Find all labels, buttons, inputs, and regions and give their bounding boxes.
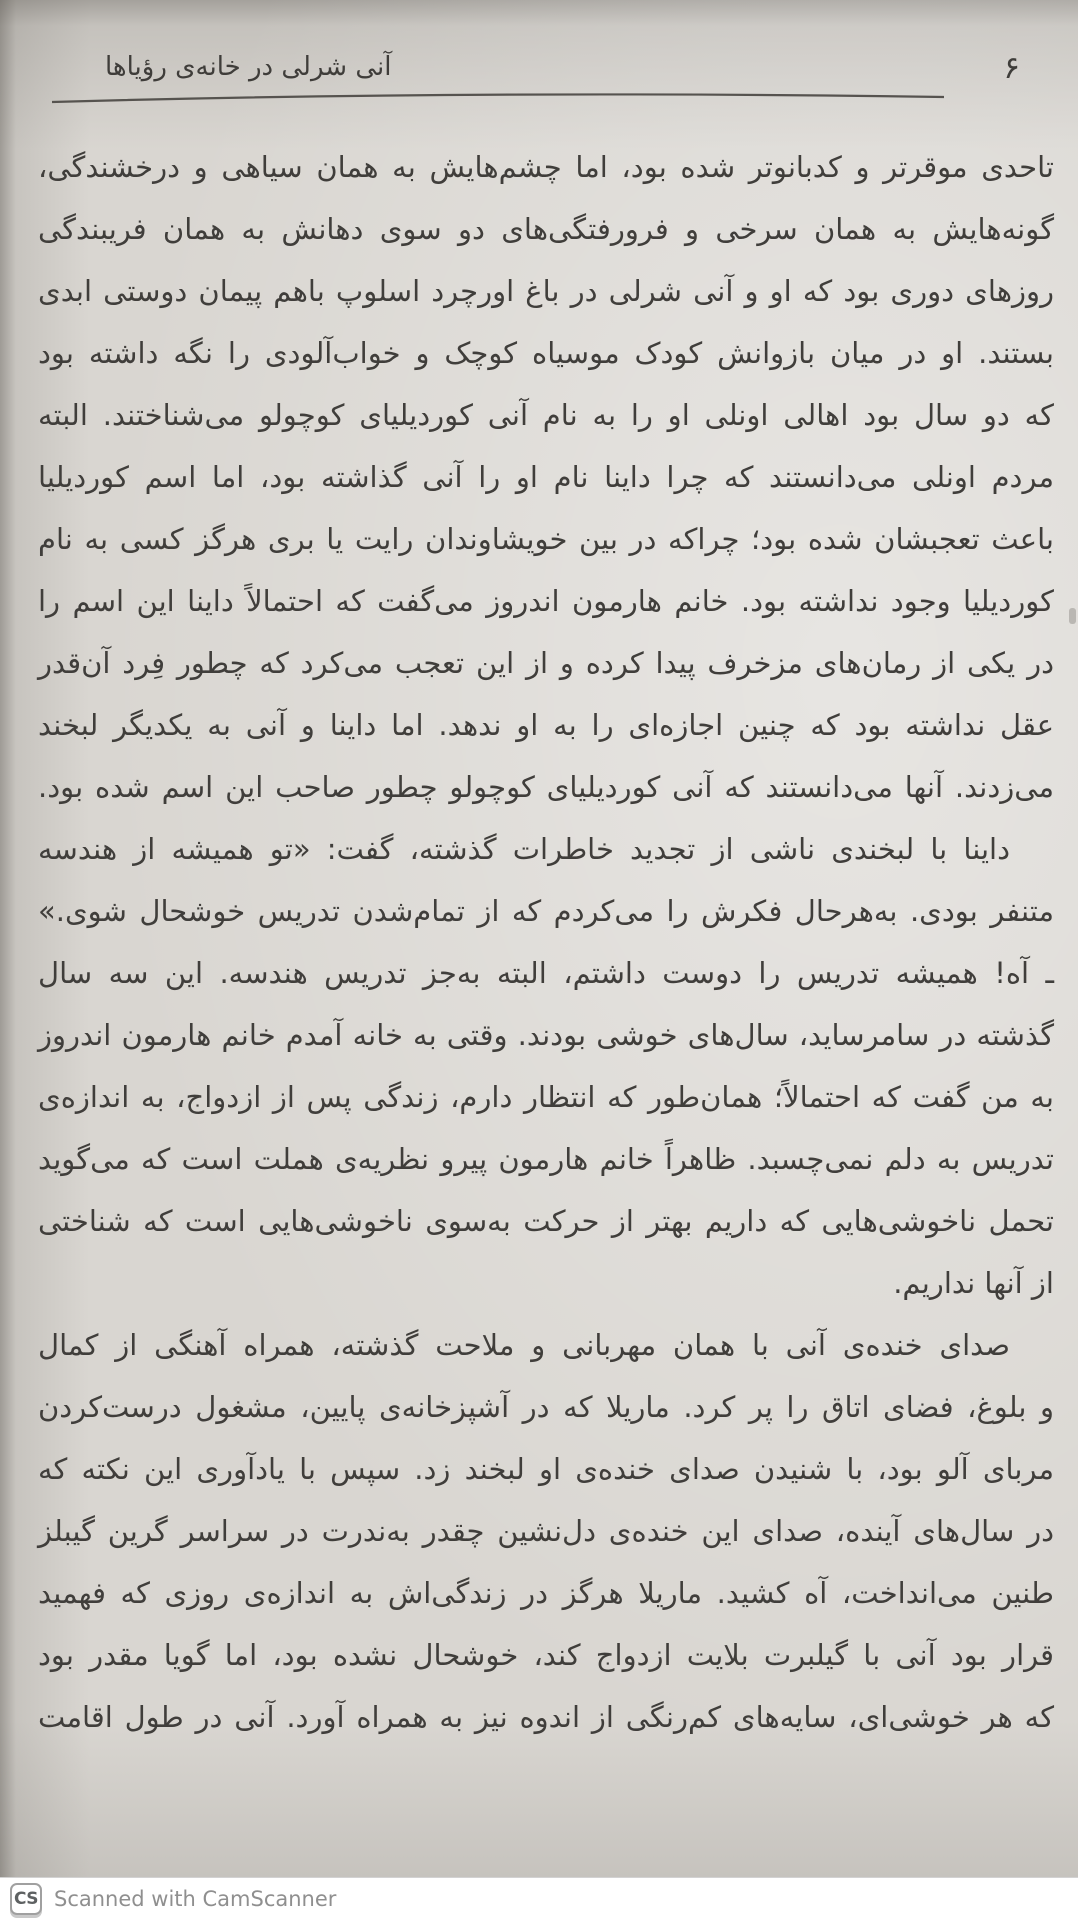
text-line: داینا با لبخندی ناشی از تجدید خاطرات گذشته، گفت: «تو همیشه از هندسه — [38, 832, 1010, 866]
text-line: متنفر بودی. به‌هرحال فکرش را می‌کردم که از تمام‌شدن تدریس خوشحال شوی.» — [38, 894, 1054, 928]
camscanner-footer — [0, 1877, 1078, 1920]
camscanner-label: Scanned with CamScanner — [54, 1887, 337, 1911]
text-line: بستند. او در میان بازوانش کودک موسیاه کوچک و خواب‌آلودی را نگه داشته بود — [38, 336, 1054, 370]
running-head-book-title: آنی شرلی در خانه‌ی رؤیاها — [105, 52, 392, 82]
text-line: تدریس به دلم نمی‌چسبد. ظاهراً خانم هارمون پیرو نظریه‌ی هملت است که می‌گوید — [38, 1142, 1054, 1176]
text-line: گونه‌هایش به همان سرخی و فرورفتگی‌های دو سوی دهانش به همان فریبندگی — [38, 212, 1054, 246]
text-line: روزهای دوری بود که او و آنی شرلی در باغ اورچرد اسلوپ باهم پیمان دوستی ابدی — [38, 274, 1054, 308]
scan-edge-artifact — [1069, 608, 1076, 624]
text-line: تاحدی موقرتر و کدبانوتر شده بود، اما چشم‌هایش به همان سیاهی و درخشندگی، — [38, 150, 1054, 184]
text-line: در سال‌های آینده، صدای این خنده‌ی دل‌نشین چقدر به‌ندرت در سراسر گرین گیبلز — [38, 1514, 1054, 1548]
text-line: مربای آلو بود، با شنیدن صدای خنده‌ی او لبخند زد. سپس با یادآوری این نکته که — [38, 1452, 1054, 1486]
text-line: مردم اونلی می‌دانستند که چرا داینا نام او را آنی گذاشته بود، اما اسم کوردیلیا — [38, 460, 1054, 494]
text-line: می‌زدند. آنها می‌دانستند که آنی کوردیلیای کوچولو چطور صاحب این اسم شده بود. — [38, 770, 1054, 804]
text-line: باعث تعجبشان شده بود؛ چراکه در بین خویشاوندان رایت یا بری هرگز کسی به نام — [38, 522, 1054, 556]
text-line: که هر خوشی‌ای، سایه‌های کم‌رنگی از اندوه نیز به همراه آورد. آنی در طول اقامت — [38, 1700, 1054, 1734]
text-line: گذشته در سامرساید، سال‌های خوشی بودند. وقتی به خانه آمدم خانم هارمون اندروز — [38, 1018, 1054, 1052]
text-line: صدای خنده‌ی آنی با همان مهربانی و ملاحت گذشته، همراه آهنگی از کمال — [38, 1328, 1010, 1362]
text-block — [38, 136, 1054, 1748]
text-line: کوردیلیا وجود نداشته بود. خانم هارمون اندروز می‌گفت که احتمالاً داینا این اسم را — [38, 584, 1054, 618]
text-line: که دو سال بود اهالی اونلی او را به نام آنی کوردیلیای کوچولو می‌شناختند. البته — [38, 398, 1054, 432]
text-line: در یکی از رمان‌های مزخرف پیدا کرده و از این تعجب می‌کرد که چطور فِرد آن‌قدر — [38, 646, 1054, 680]
text-line: تحمل ناخوشی‌هایی که داریم بهتر از حرکت به‌سوی ناخوشی‌هایی است که شناختی — [38, 1204, 1054, 1238]
text-line: به من گفت که احتمالاً؛ همان‌طور که انتظار دارم، زندگی پس از ازدواج، به اندازه‌ی — [38, 1080, 1054, 1114]
camscanner-logo: CS — [10, 1883, 42, 1915]
text-line: قرار بود آنی با گیلبرت بلایت ازدواج کند، خوشحال نشده بود، اما گویا مقدر بود — [38, 1638, 1054, 1672]
page-number: ۶ — [1003, 50, 1020, 86]
text-line: از آنها نداریم. — [893, 1266, 1054, 1300]
text-line: عقل نداشته بود که چنین اجازه‌ای را به او ندهد. اما داینا و آنی به یکدیگر لبخند — [38, 708, 1054, 742]
text-line: طنین می‌انداخت، آه کشید. ماریلا هرگز در زندگی‌اش به اندازه‌ی روزی که فهمید — [38, 1576, 1054, 1610]
text-line: ـ آه! همیشه تدریس را دوست داشتم، البته به‌جز تدریس هندسه. این سه سال — [38, 956, 1054, 990]
text-line: و بلوغ، فضای اتاق را پر کرد. ماریلا که در آشپزخانه‌ی پایین، مشغول درست‌کردن — [38, 1390, 1054, 1424]
header-rule-line — [52, 88, 944, 106]
